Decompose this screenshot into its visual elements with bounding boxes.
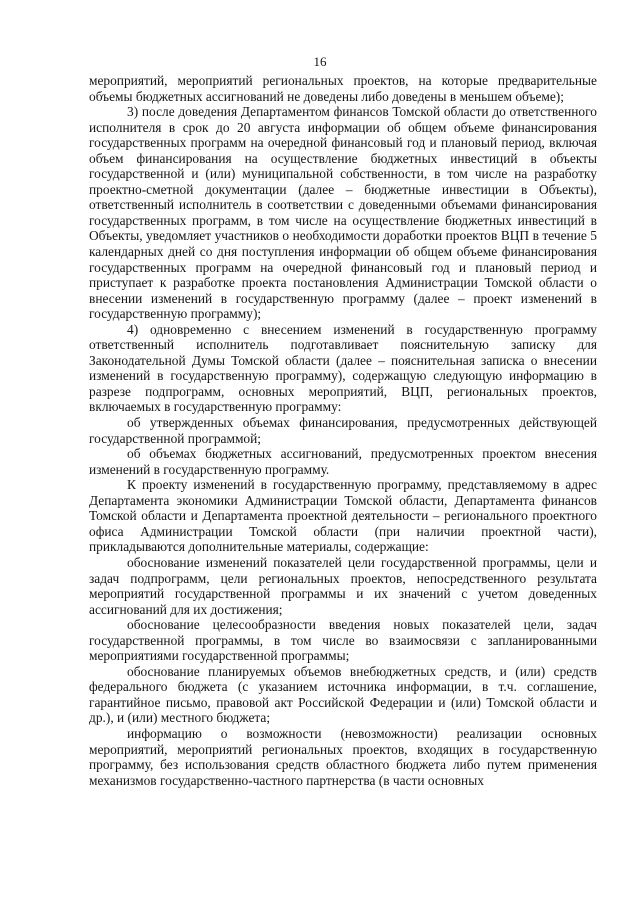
paragraph: информацию о возможности (невозможности) реализации основных мероприятий, мероприятий региональных проектов, входящих в государственную программу, без использования средств областного бюджета либо путем применения механизмов государственно-частного партнерства (в части основных bbox=[89, 725, 597, 788]
paragraph: обоснование целесообразности введения новых показателей цели, задач государственной программы, в том числе во взаимосвязи с запланированными мероприятиями государственной программы; bbox=[89, 617, 597, 664]
body-text bbox=[89, 73, 597, 788]
paragraph: обоснование изменений показателей цели государственной программы, цели и задач подпрограмм, цели региональных проектов, непосредственного результата мероприятий государственной программы и их значений с учетом доведенных ассигнований для их достижения; bbox=[89, 554, 597, 617]
paragraph: 3) после доведения Департаментом финансов Томской области до ответственного исполнителя в срок до 20 августа информации об общем объеме финансирования государственных программ на очередной финансовый год и плановый период, включая объем финансирования на осуществление бюджетных инвестиций в объекты государственной и (или) муниципальной собственности, в том числе на разработку проектно-сметной документации (далее – бюджетные инвестиции в Объекты), ответственный исполнитель в соответствии с доведенными объемами финансирования государственных программ, в том числе на осуществление бюджетных инвестиций в Объекты, уведомляет участников о необходимости доработки проектов ВЦП в течение 5 календарных дней со дня поступления информации об общем объеме финансирования государственных программ на очередной финансовый год и плановый период и приступает к разработке проекта постановления Администрации Томской области о внесении изменений в государственную программу (далее – проект изменений в государственную программу); bbox=[89, 104, 597, 322]
paragraph: об объемах бюджетных ассигнований, предусмотренных проектом внесения изменений в государственную программу. bbox=[89, 446, 597, 477]
paragraph: обоснование планируемых объемов внебюджетных средств, и (или) средств федерального бюджета (с указанием источника информации, в т.ч. соглашение, гарантийное письмо, правовой акт Российской Федерации и (или) Томской области и др.), и (или) местного бюджета; bbox=[89, 663, 597, 726]
paragraph: 4) одновременно с внесением изменений в государственную программу ответственный исполнитель подготавливает пояснительную записку для Законодательной Думы Томской области (далее – пояснительная записка о внесении изменений в государственную программу), содержащую следующую информацию в разрезе подпрограмм, основных мероприятий, ВЦП, региональных проектов, включаемых в государственную программу: bbox=[89, 321, 597, 415]
paragraph: мероприятий, мероприятий региональных проектов, на которые предварительные объемы бюджетных ассигнований не доведены либо доведены в меньшем объеме); bbox=[89, 73, 597, 104]
page-number: 16 bbox=[313, 54, 327, 69]
paragraph: К проекту изменений в государственную программу, представляемому в адрес Департамента экономики Администрации Томской области, Департамента финансов Томской области и Департамента проектной деятельности – регионального проектного офиса Администрации Томской области (при наличии проектной части), прикладываются дополнительные материалы, содержащие: bbox=[89, 477, 597, 555]
paragraph: об утвержденных объемах финансирования, предусмотренных действующей государственной программой; bbox=[89, 415, 597, 446]
